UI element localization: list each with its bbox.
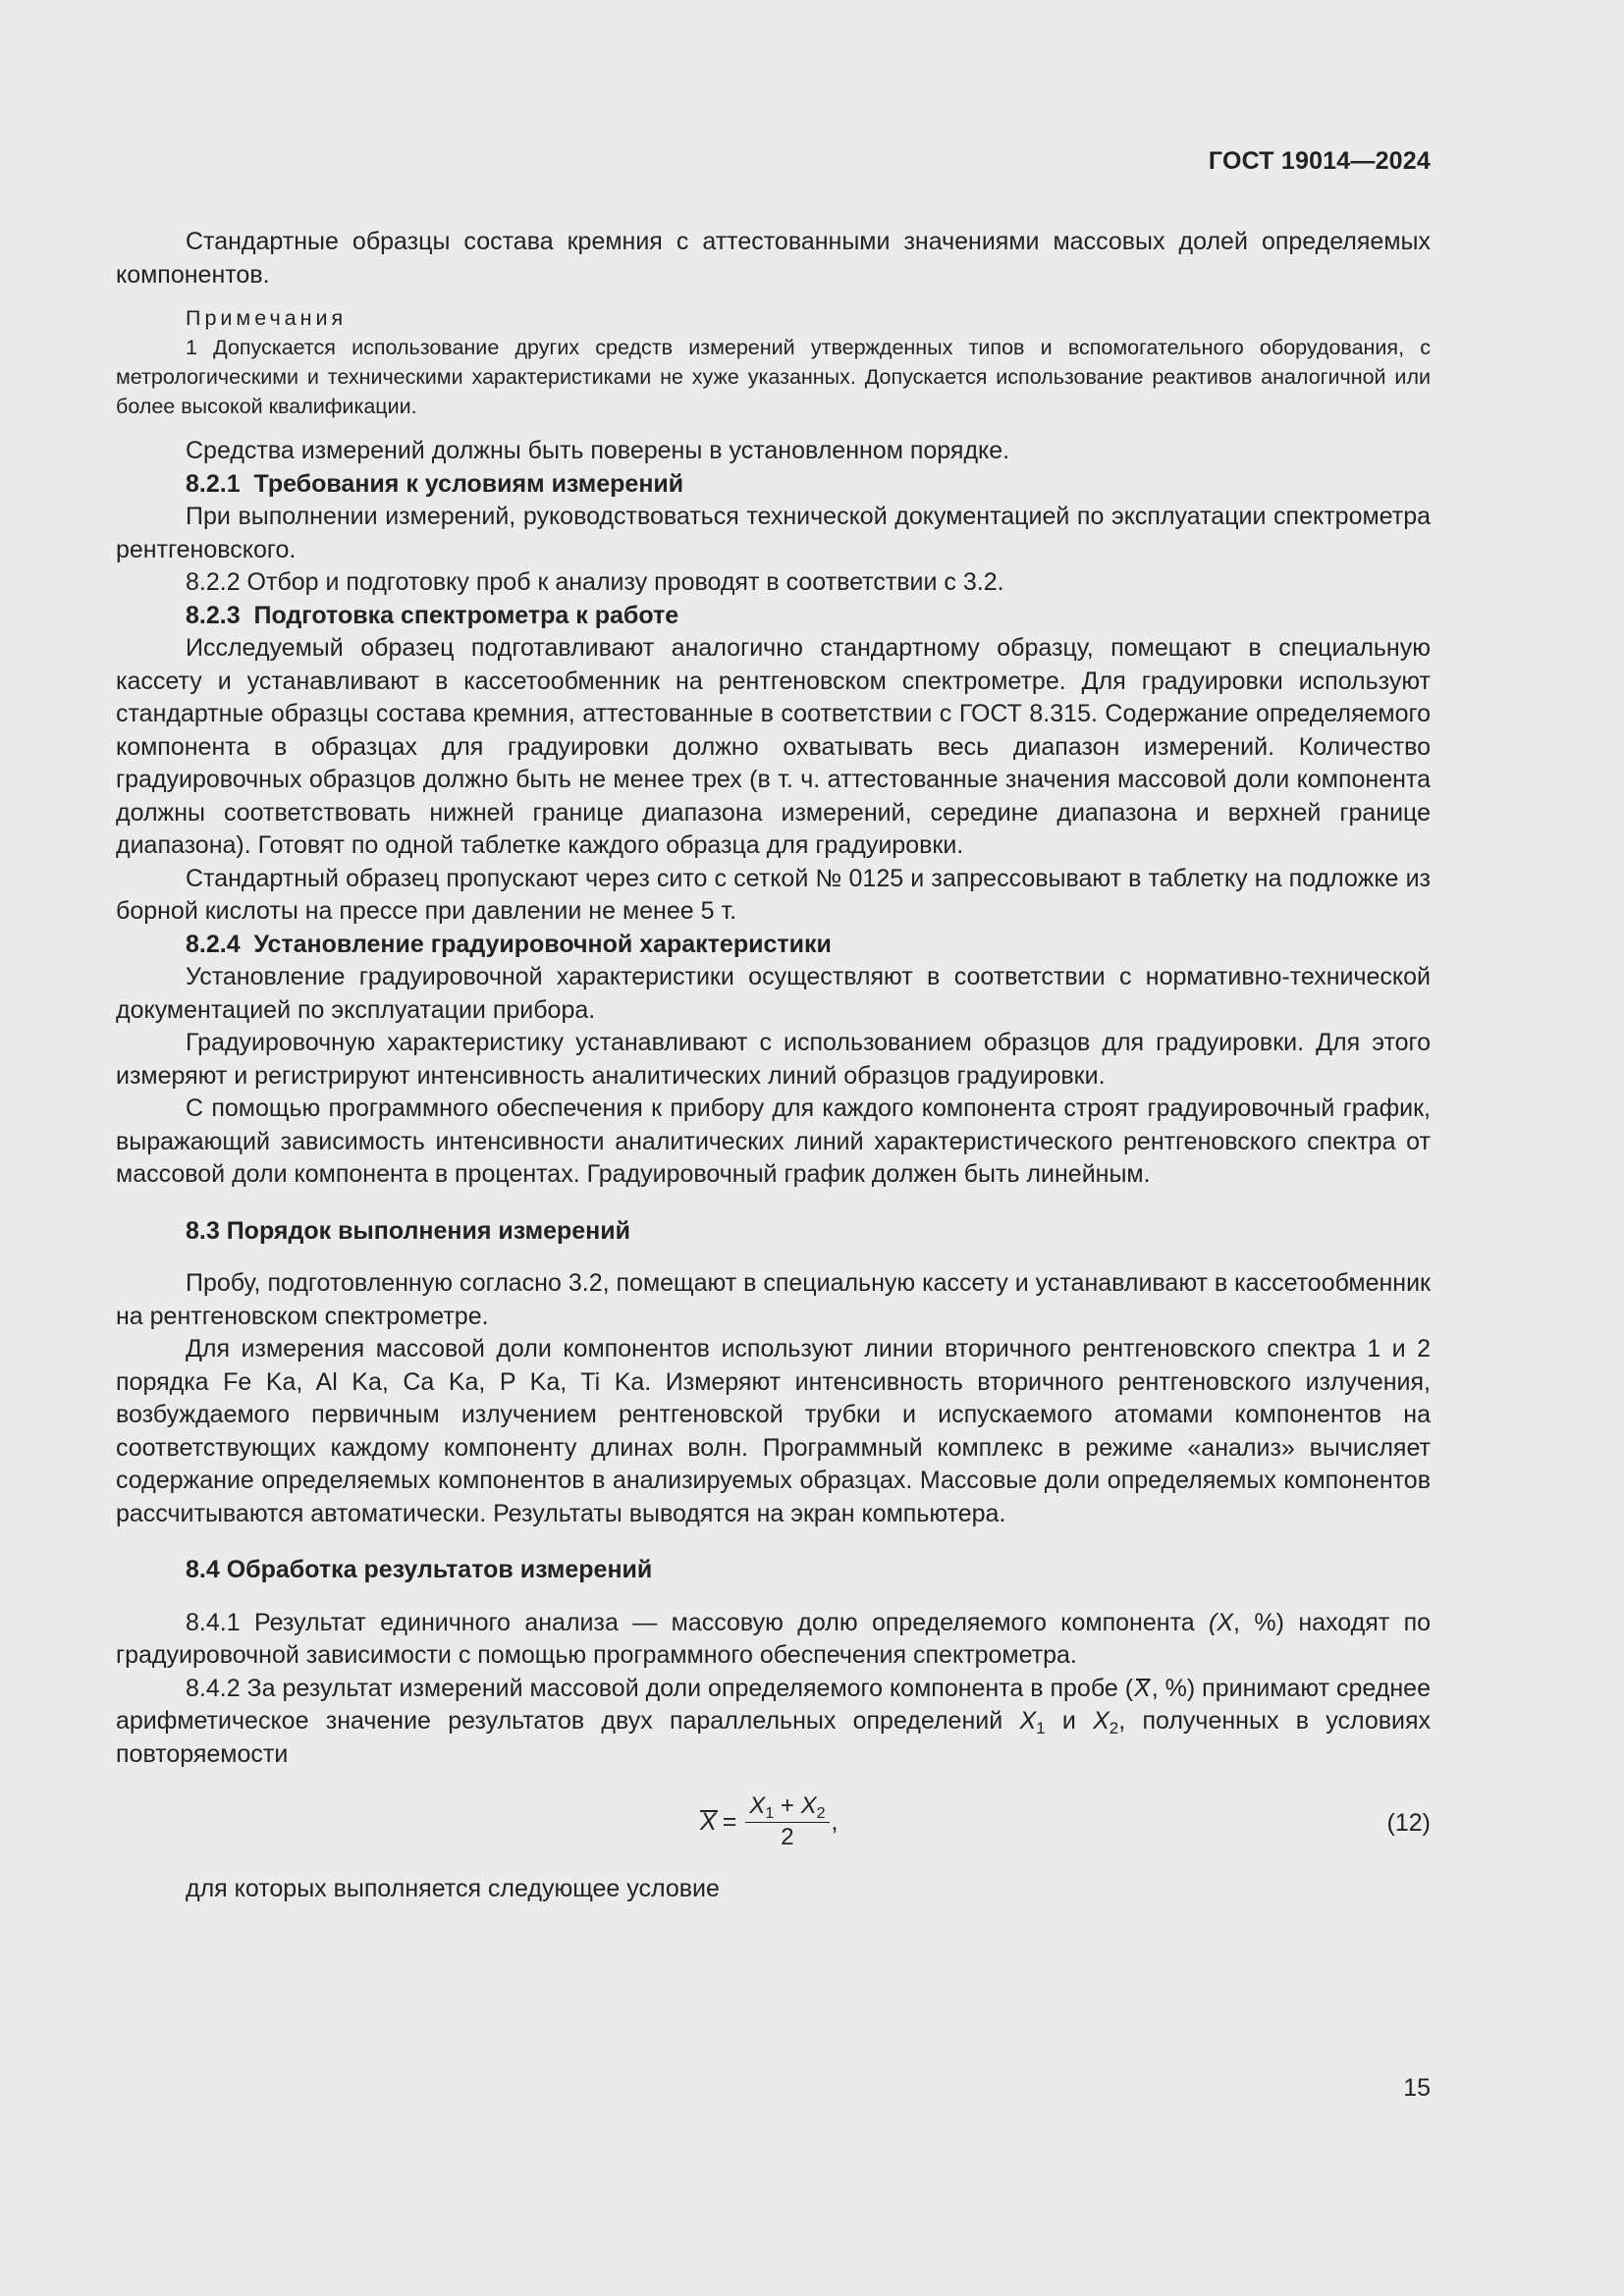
section-title: Требования к условиям измерений [253, 469, 684, 498]
subscript: 2 [1109, 1719, 1119, 1737]
paragraph: При выполнении измерений, руководствоваться технической документацией по эксплуатации спектрометра рентгеновского. [116, 503, 1431, 563]
note-item: 1 Допускается использование других средств измерений утвержденных типов и вспомогательного оборудования, с метрологическими и техническими характеристиками не хуже указанных. Допускается использование реактивов аналогичной или более высокой квалификации. [116, 336, 1431, 418]
section-title: Подготовка спектрометра к работе [253, 601, 679, 629]
plus-sign: + [774, 1792, 801, 1819]
text-run: , %) находят по градуировочной зависимости с помощью программного обеспечения спектрометра. [116, 1608, 1432, 1669]
paragraph: Пробу, подготовленную согласно 3.2, помещают в специальную кассету и устанавливают в кассетообменник на рентгеновском спектрометре. [116, 1269, 1431, 1330]
page-number: 15 [1403, 2074, 1431, 2102]
notes-title: Примечания [186, 306, 348, 330]
formula-lhs: X [697, 1806, 720, 1840]
variable-x1: X [1019, 1707, 1037, 1735]
variable-x2: X [1093, 1707, 1110, 1735]
section-number: 8.2.4 [186, 930, 241, 958]
section-heading-8-2-1 [116, 468, 1431, 502]
sub: 1 [765, 1805, 775, 1822]
paragraph: Установление градуировочной характеристики осуществляют в соответствии с нормативно-технической документацией по эксплуатации прибора. [116, 963, 1431, 1024]
fraction-numerator [745, 1792, 829, 1823]
paragraph: Средства измерений должны быть поверены в установленном порядке. [186, 437, 1010, 464]
paragraph: Для измерения массовой доли компонентов используют линии вторичного рентгеновского спектра 1 и 2 порядка Fe Ka, Al Ka, Ca Ka, P Ka, Ti Ka. Измеряют интенсивность вторичного рентгеновского излучения, возбуждаемого первичным излучением рентгеновской трубки и испускаемого атомами компонентов на соответствующих каждому компоненту длинах волн. Программный комплекс в режиме «анализ» вычисляет содержание определяемых компонентов в анализируемых образцах. Массовые доли определяемых компонентов рассчитываются автоматически. Результаты выводятся на экран компьютера. [116, 1335, 1431, 1527]
section-heading-8-2-3 [116, 600, 1431, 633]
document-header: ГОСТ 19014—2024 [1208, 147, 1431, 175]
text-run: , полученных в условиях повторяемости [116, 1707, 1432, 1768]
sub: 2 [816, 1805, 826, 1822]
formula-12 [116, 1792, 1431, 1861]
section-number: 8.2.3 [186, 601, 241, 629]
document-body [116, 0, 1431, 1906]
text-run: 8.4.1 Результат единичного анализа — массовую долю определяемого компонента [186, 1608, 1210, 1636]
equation-number: (12) [1386, 1809, 1431, 1837]
formula-expression [697, 1792, 838, 1852]
paragraph: для которых выполняется следующее условие [186, 1875, 720, 1902]
paragraph: Стандартный образец пропускают через сито с сеткой № 0125 и запрессовывают в таблетку на подложке из борной кислоты на прессе при давлении не менее 5 т. [116, 864, 1431, 925]
section-title: Установление градуировочной характеристики [253, 930, 832, 958]
paragraph: Градуировочную характеристику устанавливают с использованием образцов для градуировки. Для этого измеряют и регистрируют интенсивность аналитических линий образцов градуировки. [116, 1029, 1431, 1090]
paragraph-8-4-1 [116, 1607, 1431, 1673]
var: X [749, 1792, 766, 1819]
section-heading-8-3: 8.3 Порядок выполнения измерений [186, 1216, 631, 1245]
fraction [745, 1792, 829, 1852]
paragraph: С помощью программного обеспечения к прибору для каждого компонента строят градуировочный график, выражающий зависимость интенсивности аналитических линий характеристического рентгеновского спектра от массовой доли компонента в процентах. Градуировочный график должен быть линейным. [116, 1095, 1431, 1188]
section-heading-8-4: 8.4 Обработка результатов измерений [186, 1556, 653, 1583]
paragraph: Стандартные образцы состава кремния с аттестованными значениями массовых долей определяемых компонентов. [116, 228, 1431, 289]
text-run: 8.4.2 За результат измерений массовой доли определяемого компонента в пробе ( [186, 1674, 1134, 1702]
notes-block [116, 303, 1431, 421]
subscript: 1 [1036, 1719, 1046, 1737]
variable-x-bar: X [1134, 1674, 1151, 1702]
formula-comma: , [831, 1807, 839, 1836]
equals-sign: = [722, 1807, 737, 1836]
var: X [800, 1792, 817, 1819]
fraction-denominator: 2 [781, 1824, 794, 1850]
variable-x: (X [1209, 1608, 1234, 1636]
section-heading-8-2-4 [116, 929, 1431, 962]
text-run: и [1045, 1707, 1094, 1735]
paragraph: Исследуемый образец подготавливают аналогично стандартному образцу, помещают в специальную кассету и устанавливают в кассетообменник на рентгеновском спектрометре. Для градуировки используют стандартные образцы состава кремния, аттестованные в соответствии с ГОСТ 8.315. Содержание определяемого компонента в образцах для градуировки должно охватывать весь диапазон измерений. Количество градуировочных образцов должно быть не менее трех (в т. ч. аттестованные значения массовой доли компонента должны соответствовать нижней границе диапазона измерений, середине диапазона и верхней границе диапазона). Готовят по одной таблетке каждого образца для градуировки. [116, 634, 1431, 859]
text-run: , %) принимают среднее арифметическое значение результатов двух параллельных определений [116, 1674, 1431, 1735]
paragraph-8-4-2 [116, 1673, 1431, 1772]
paragraph-8-2-2: 8.2.2 Отбор и подготовку проб к анализу проводят в соответствии с 3.2. [186, 568, 1004, 596]
section-number: 8.2.1 [186, 469, 241, 498]
